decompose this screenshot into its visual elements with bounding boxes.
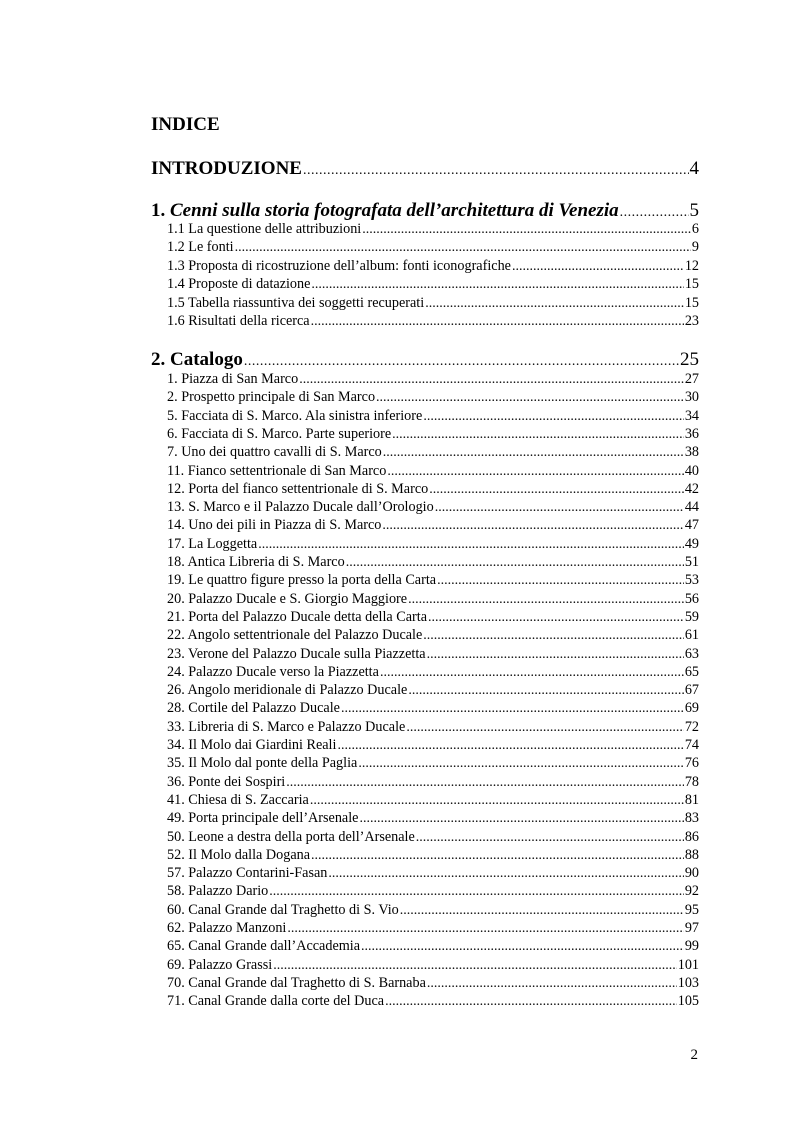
toc-entry-page: 40 — [684, 462, 699, 479]
toc-entry[interactable] — [167, 737, 699, 754]
dot-leader — [387, 464, 683, 480]
toc-entry[interactable] — [167, 389, 699, 406]
toc-entry-page: 95 — [684, 901, 699, 918]
dot-leader — [392, 427, 684, 443]
chapter-title: Catalogo — [170, 349, 243, 370]
toc-entry-page: 81 — [684, 791, 699, 808]
dot-leader — [303, 163, 689, 179]
toc-chapter-1[interactable] — [151, 200, 699, 222]
dot-leader — [258, 537, 684, 553]
dot-leader — [376, 390, 684, 406]
toc-chapter-heading — [151, 200, 619, 222]
toc-entry-page: 53 — [684, 572, 699, 589]
dot-leader — [299, 372, 684, 388]
toc-entry-page: 99 — [684, 938, 699, 955]
toc-entry-page: 25 — [680, 349, 699, 370]
dot-leader — [235, 240, 691, 256]
dot-leader — [380, 665, 684, 681]
dot-leader — [269, 884, 684, 900]
dot-leader — [287, 921, 683, 937]
dot-leader — [427, 647, 684, 663]
dot-leader — [423, 409, 684, 425]
dot-leader — [408, 592, 684, 608]
dot-leader — [328, 866, 683, 882]
dot-leader — [310, 793, 684, 809]
toc-entry-page: 90 — [684, 865, 699, 882]
dot-leader — [425, 296, 684, 312]
toc-entry-label: 70. Canal Grande dal Traghetto di S. Barnaba — [167, 974, 426, 991]
dot-leader — [244, 354, 679, 370]
toc-entry[interactable] — [167, 829, 699, 846]
toc-entry[interactable] — [167, 883, 699, 900]
dot-leader — [382, 518, 683, 534]
toc-entry[interactable] — [167, 444, 699, 461]
toc-entry-label: 11. Fianco settentrionale di San Marco — [167, 462, 387, 479]
toc-entry-label: 12. Porta del fianco settentrionale di S. Marco — [167, 480, 429, 497]
toc-entry[interactable] — [167, 572, 699, 589]
toc-entry-label: 57. Palazzo Contarini-Fasan — [167, 865, 328, 882]
dot-leader — [416, 830, 684, 846]
toc-entry-label: 14. Uno dei pili in Piazza di S. Marco — [167, 517, 382, 534]
toc-entry-label: 7. Uno dei quattro cavalli di S. Marco — [167, 444, 382, 461]
toc-entry[interactable] — [167, 847, 699, 864]
toc-entry-page: 103 — [677, 974, 699, 991]
toc-entry[interactable] — [167, 920, 699, 937]
dot-leader — [427, 976, 677, 992]
toc-entry-page: 44 — [684, 499, 699, 516]
toc-entry-label: 17. La Loggetta — [167, 535, 258, 552]
toc-entry-label: 69. Palazzo Grassi — [167, 956, 273, 973]
toc-entry-label: 2. Prospetto principale di San Marco — [167, 389, 376, 406]
toc-entry-page: 27 — [684, 371, 699, 387]
toc-entry[interactable] — [167, 938, 699, 955]
dot-leader — [408, 683, 683, 699]
toc-entry-label: 13. S. Marco e il Palazzo Ducale dall’Orologio — [167, 499, 434, 516]
dot-leader — [311, 277, 683, 293]
toc-entry-label: 21. Porta del Palazzo Ducale detta della Carta — [167, 608, 427, 625]
toc-entry[interactable] — [167, 221, 699, 238]
toc-entry[interactable] — [167, 426, 699, 443]
toc-entry[interactable] — [167, 755, 699, 772]
dot-leader — [620, 205, 689, 221]
toc-entry[interactable] — [167, 719, 699, 736]
toc-entry[interactable] — [167, 239, 699, 256]
dot-leader — [273, 958, 677, 974]
toc-entry-page: 61 — [684, 627, 699, 644]
toc-entry-label: 35. Il Molo dal ponte della Paglia — [167, 755, 358, 772]
dot-leader — [435, 500, 684, 516]
toc-entry-page: 51 — [684, 554, 699, 570]
dot-leader — [362, 222, 691, 238]
toc-entry-label: 26. Angolo meridionale di Palazzo Ducale — [167, 682, 408, 699]
toc-entry[interactable] — [167, 258, 699, 275]
dot-leader — [358, 756, 684, 772]
toc-entry-label: 1.1 La questione delle attribuzioni — [167, 221, 362, 237]
toc-entry-label: 58. Palazzo Dario — [167, 883, 269, 900]
toc-entry[interactable] — [167, 902, 699, 919]
toc-entry-page: 86 — [684, 828, 699, 845]
toc-entry-page: 105 — [677, 993, 699, 1010]
toc-entry-label: 49. Porta principale dell’Arsenale — [167, 810, 359, 827]
toc-entry-page: 38 — [684, 444, 699, 461]
toc-entry-label: 1.4 Proposte di datazione — [167, 276, 311, 293]
toc-entry-label: 24. Palazzo Ducale verso la Piazzetta — [167, 663, 379, 680]
toc-entry-page: 15 — [684, 294, 699, 311]
toc-entry-label: 34. Il Molo dai Giardini Reali — [167, 737, 337, 753]
dot-leader — [385, 994, 677, 1010]
toc-entry-page: 97 — [684, 920, 699, 936]
toc-entry-page: 92 — [684, 883, 699, 900]
toc-entry-page: 72 — [684, 718, 699, 735]
dot-leader — [341, 701, 684, 717]
dot-leader — [429, 482, 684, 498]
dot-leader — [361, 939, 684, 955]
toc-entry-label: 19. Le quattro figure presso la porta della Carta — [167, 572, 437, 589]
toc-entry-page: 69 — [684, 700, 699, 717]
toc-entry[interactable] — [167, 975, 699, 992]
toc-entry[interactable] — [167, 810, 699, 827]
toc-entry-label: 23. Verone del Palazzo Ducale sulla Piazzetta — [167, 645, 426, 662]
toc-entry-label: 28. Cortile del Palazzo Ducale — [167, 700, 340, 717]
toc-entry-label: 6. Facciata di S. Marco. Parte superiore — [167, 425, 392, 442]
toc-entry[interactable] — [167, 957, 699, 974]
toc-entry-label: 36. Ponte dei Sospiri — [167, 773, 286, 790]
toc-entry[interactable] — [167, 591, 699, 608]
toc-entry-label: 1.5 Tabella riassuntiva dei soggetti recuperati — [167, 294, 425, 311]
toc-entry[interactable] — [167, 792, 699, 809]
toc-entry-label: 1.6 Risultati della ricerca — [167, 313, 310, 329]
page-number: 2 — [690, 1047, 698, 1063]
toc-entry-label: 41. Chiesa di S. Zaccaria — [167, 791, 309, 808]
toc-entry-label: 33. Libreria di S. Marco e Palazzo Ducale — [167, 718, 406, 735]
dot-leader — [512, 259, 684, 275]
chapter-title: Cenni sulla storia fotografata dell’architettura di Venezia — [170, 200, 619, 221]
toc-entry-label: 52. Il Molo dalla Dogana — [167, 846, 311, 863]
toc-entry-page: 88 — [684, 846, 699, 863]
toc-entry-label: 1.2 Le fonti — [167, 239, 234, 256]
toc-entry-label: 50. Leone a destra della porta dell’Arsenale — [167, 828, 415, 845]
dot-leader — [359, 811, 683, 827]
toc-entry-page: 74 — [684, 737, 699, 753]
toc-entry-page: 56 — [684, 590, 699, 607]
dot-leader — [286, 775, 684, 791]
toc-entry-label: 60. Canal Grande dal Traghetto di S. Vio — [167, 901, 399, 918]
toc-entry[interactable] — [167, 517, 699, 534]
toc-entry-page: 12 — [684, 257, 699, 274]
toc-entry-page: 36 — [684, 425, 699, 442]
dot-leader — [428, 610, 684, 626]
toc-entry[interactable] — [167, 371, 699, 388]
dot-leader — [423, 628, 684, 644]
toc-entry[interactable] — [167, 664, 699, 681]
toc-entry-label: 1. Piazza di San Marco — [167, 371, 299, 387]
toc-entry[interactable] — [167, 993, 699, 1010]
toc-entry-page: 78 — [684, 773, 699, 790]
toc-entry[interactable] — [167, 276, 699, 293]
toc-entry[interactable] — [167, 554, 699, 571]
toc-entry-label: INTRODUZIONE — [151, 158, 302, 179]
toc-entry-page: 9 — [691, 239, 699, 256]
toc-entry-label: 18. Antica Libreria di S. Marco — [167, 554, 345, 570]
toc-entry[interactable] — [167, 463, 699, 480]
toc-entry-page: 49 — [684, 535, 699, 552]
toc-entry-page: 30 — [684, 389, 699, 406]
toc-entry-page: 63 — [684, 645, 699, 662]
toc-entry-page: 42 — [684, 480, 699, 497]
toc-entry[interactable] — [167, 627, 699, 644]
toc-entry-page: 76 — [684, 755, 699, 772]
toc-entry-label: 71. Canal Grande dalla corte del Duca — [167, 993, 385, 1010]
toc-entry-label: 65. Canal Grande dall’Accademia — [167, 938, 361, 955]
dot-leader — [406, 720, 683, 736]
toc-entry-page: 65 — [684, 663, 699, 680]
toc-entry-page: 83 — [684, 810, 699, 827]
toc-entry-label: 22. Angolo settentrionale del Palazzo Ducale — [167, 627, 423, 644]
toc-entry[interactable] — [167, 865, 699, 882]
toc-entry[interactable] — [167, 646, 699, 663]
toc-entry-page: 67 — [684, 682, 699, 699]
toc-entry-page: 4 — [689, 158, 699, 179]
toc-entry-page: 59 — [684, 608, 699, 625]
toc-entry-label: 20. Palazzo Ducale e S. Giorgio Maggiore — [167, 590, 408, 607]
toc-entry[interactable] — [167, 499, 699, 516]
toc-entry[interactable] — [167, 609, 699, 626]
toc-entry[interactable] — [167, 295, 699, 312]
toc-entry[interactable] — [167, 700, 699, 717]
toc-introduction[interactable] — [151, 158, 699, 180]
dot-leader — [337, 738, 683, 754]
toc-entry-page: 23 — [684, 313, 699, 329]
chapter-number: 1. — [151, 200, 166, 221]
toc-entry-label: 1.3 Proposta di ricostruzione dell’album: fonti iconografiche — [167, 257, 511, 274]
toc-entry-page: 47 — [684, 517, 699, 534]
toc-entry-page: 15 — [684, 276, 699, 293]
toc-entry-page: 34 — [684, 407, 699, 424]
toc-entry-page: 101 — [677, 956, 699, 973]
toc-entry[interactable] — [167, 481, 699, 498]
dot-leader — [346, 555, 684, 571]
dot-leader — [400, 903, 684, 919]
toc-entry[interactable] — [167, 774, 699, 791]
toc-entry-page: 5 — [689, 200, 699, 221]
chapter-number: 2. — [151, 349, 166, 370]
toc-entry-label: 5. Facciata di S. Marco. Ala sinistra inferiore — [167, 407, 423, 424]
toc-chapter-heading — [151, 349, 243, 371]
dot-leader — [437, 573, 684, 589]
toc-entry[interactable] — [167, 408, 699, 425]
toc-chapter-2[interactable] — [151, 349, 699, 371]
toc-entry[interactable] — [167, 682, 699, 699]
page-title: INDICE — [151, 114, 220, 135]
dot-leader — [383, 445, 684, 461]
dot-leader — [311, 314, 684, 330]
toc-entry[interactable] — [167, 313, 699, 330]
dot-leader — [311, 848, 684, 864]
toc-entry-page: 6 — [691, 221, 699, 237]
toc-entry-label: 62. Palazzo Manzoni — [167, 920, 287, 936]
toc-entry[interactable] — [167, 536, 699, 553]
